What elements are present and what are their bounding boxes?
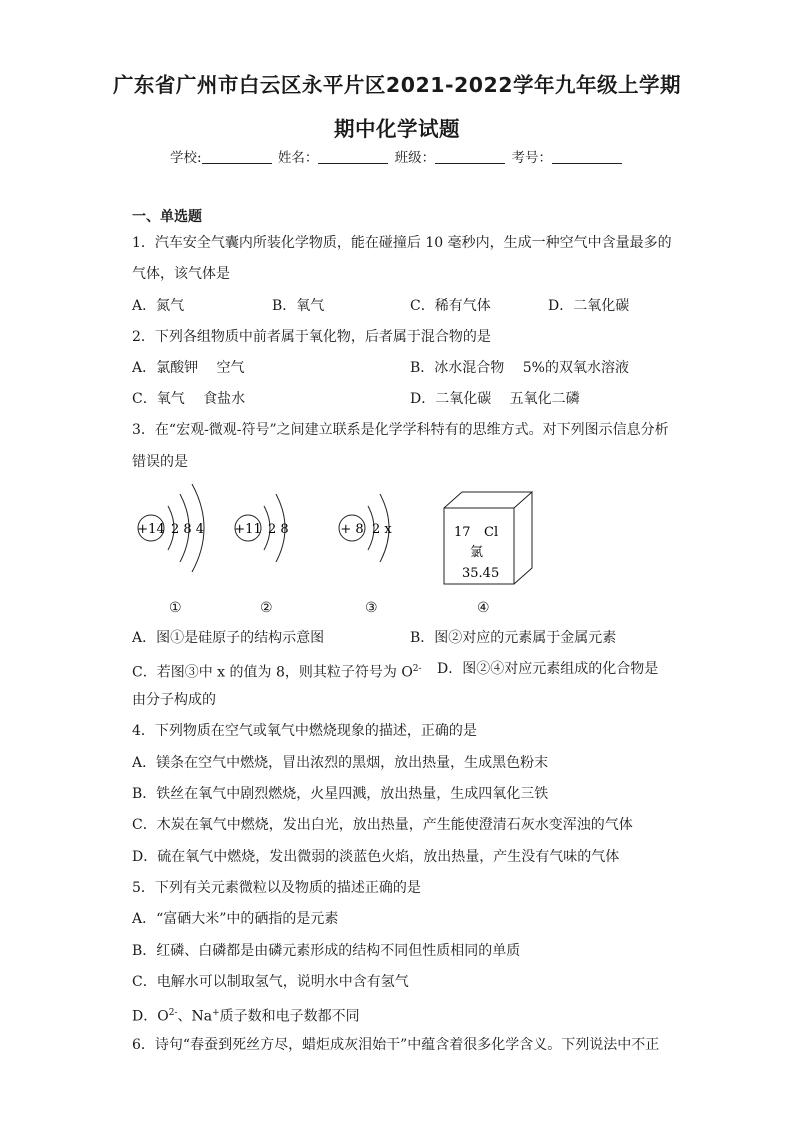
q2-option-c: C．氧气 食盐水	[132, 391, 246, 407]
element-cell-diagram	[440, 490, 540, 590]
figure-label-2: ②	[260, 600, 273, 616]
electron-shells: 2 8	[268, 522, 289, 537]
q5-option-b: B．红磷、白磷都是由磷元素形成的结构不同但性质相同的单质	[132, 943, 521, 959]
q3-option-b: B．图②对应的元素属于金属元素	[410, 630, 617, 646]
q1-option-a: A．氮气	[132, 298, 185, 314]
q5-option-a: A．“富硒大米”中的硒指的是元素	[132, 911, 339, 927]
nucleus-charge: +14	[137, 522, 165, 537]
q3-option-d: D．图②④对应元素组成的化合物是	[437, 661, 659, 677]
q4-option-b: B．铁丝在氧气中剧烈燃烧，火星四溅，放出热量，生成四氧化三铁	[132, 786, 549, 802]
section-heading: 一、单选题	[132, 209, 202, 225]
number-blank[interactable]	[552, 149, 622, 164]
q6-stem: 6．诗句“春蚕到死丝方尽，蜡炬成灰泪始干”中蕴含着很多化学含义。下列说法中不正	[132, 1037, 660, 1053]
school-label: 学校:	[170, 150, 202, 166]
q5-stem: 5．下列有关元素微粒以及物质的描述正确的是	[132, 880, 421, 896]
page-title-line1: 广东省广州市白云区永平片区2021-2022学年九年级上学期	[112, 73, 682, 97]
element-symbol: Cl	[484, 525, 499, 540]
atomic-mass: 35.45	[462, 566, 500, 581]
number-label: 考号：	[511, 150, 552, 166]
electron-shells: 2 8 4	[171, 522, 205, 537]
q3-option-a: A．图①是硅原子的结构示意图	[132, 630, 325, 646]
q1-option-c: C．稀有气体	[410, 298, 491, 314]
name-blank[interactable]	[318, 149, 388, 164]
q2-option-d: D．二氧化碳 五氧化二磷	[410, 391, 580, 407]
q3-stem-line1: 3．在“宏观-微观-符号”之间建立联系是化学学科特有的思维方式。对下列图示信息分析	[132, 422, 669, 438]
q2-stem: 2．下列各组物质中前者属于氧化物，后者属于混合物的是	[132, 329, 491, 345]
ion-charge-superscript: 2-	[412, 664, 422, 674]
figure-label-4: ④	[477, 600, 490, 616]
q1-option-b: B．氧气	[272, 298, 325, 314]
atom-diagram-3	[338, 482, 418, 578]
q4-option-d: D．硫在氧气中燃烧，发出微弱的淡蓝色火焰，放出热量，产生没有气味的气体	[132, 849, 620, 865]
q4-stem: 4．下列物质在空气或氧气中燃烧现象的描述，正确的是	[132, 723, 477, 739]
school-blank[interactable]	[202, 149, 272, 164]
electron-shells: 2 x	[372, 522, 392, 537]
nucleus-charge: +11	[234, 522, 262, 537]
q2-option-b: B．冰水混合物 5%的双氧水溶液	[410, 360, 629, 376]
atom-diagram-2	[232, 482, 312, 578]
element-name: 氯	[470, 545, 484, 560]
atom-diagram-1	[134, 482, 224, 578]
student-info-row	[0, 146, 794, 166]
page-title-line2: 期中化学试题	[334, 117, 460, 141]
q1-option-d: D．二氧化碳	[548, 298, 630, 314]
q3-option-c: C．若图③中 x 的值为 8，则其粒子符号为 $O^{2-}$	[132, 664, 422, 681]
name-label: 姓名：	[277, 150, 319, 166]
q5-option-c: C．电解水可以制取氢气，说明水中含有氢气	[132, 974, 409, 990]
figure-label-1: ①	[169, 600, 182, 616]
atomic-number: 17	[454, 525, 471, 540]
class-label: 班级：	[394, 150, 436, 166]
q5-option-d: D．$O^{2-}$、Na+质子数和电子数都不同	[132, 1008, 360, 1025]
q2-option-a: A．氯酸钾 空气	[132, 360, 245, 376]
q3-stem-line2: 错误的是	[132, 454, 188, 470]
q1-stem-line2: 气体，该气体是	[132, 266, 230, 282]
q4-option-a: A．镁条在空气中燃烧，冒出浓烈的黑烟，放出热量，生成黑色粉末	[132, 755, 549, 771]
nucleus-charge: + 8	[340, 522, 364, 537]
q1-stem-line1: 1．汽车安全气囊内所装化学物质，能在碰撞后 10 毫秒内，生成一种空气中含量最多的	[132, 235, 672, 251]
figure-label-3: ③	[365, 600, 378, 616]
q4-option-c: C．木炭在氧气中燃烧，发出白光，放出热量，产生能使澄清石灰水变浑浊的气体	[132, 817, 633, 833]
q3-option-d-cont: 由分子构成的	[132, 692, 216, 708]
class-blank[interactable]	[435, 149, 505, 164]
